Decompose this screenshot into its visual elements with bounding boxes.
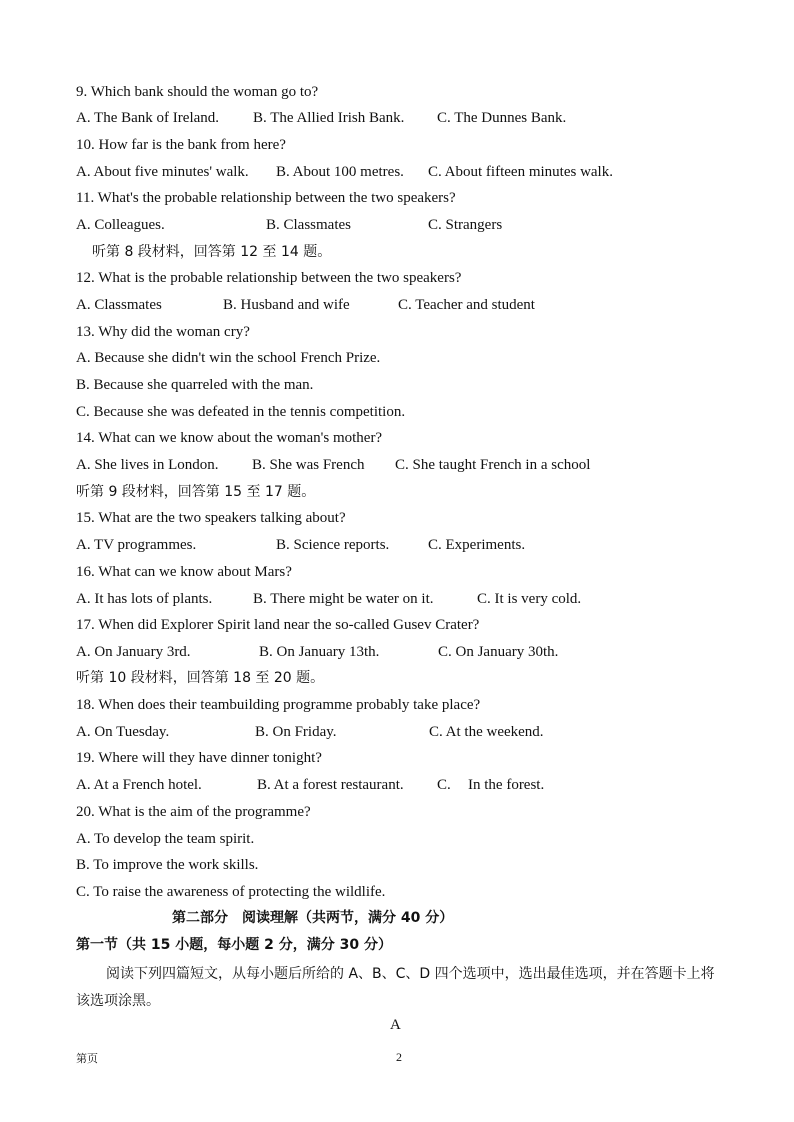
option-a: A. She lives in London. — [76, 457, 219, 473]
passage-label: A — [390, 1017, 401, 1033]
option-b: B. The Allied Irish Bank. — [253, 110, 405, 126]
option-a: A. To develop the team spirit. — [76, 831, 255, 847]
question-19: 19. Where will they have dinner tonight? — [76, 750, 322, 766]
options-16 — [76, 589, 716, 609]
option-b: B. To improve the work skills. — [76, 857, 259, 873]
question-15: 15. What are the two speakers talking about? — [76, 510, 346, 526]
section-one-title: 第一节（共 15 小题，每小题 2 分，满分 30 分） — [76, 937, 392, 953]
section-note-9: 听第 9 段材料，回答第 15 至 17 题。 — [76, 484, 316, 500]
option-b: B. There might be water on it. — [253, 591, 434, 607]
option-c: C. Experiments. — [428, 537, 526, 553]
option-c-text: In the forest. — [468, 777, 545, 793]
question-10: 10. How far is the bank from here? — [76, 137, 286, 153]
section-note-10: 听第 10 段材料，回答第 18 至 20 题。 — [76, 670, 325, 686]
question-9: 9. Which bank should the woman go to? — [76, 84, 319, 100]
options-12 — [76, 295, 716, 315]
question-17: 17. When did Explorer Spirit land near the so-called Gusev Crater? — [76, 617, 480, 633]
option-a: A. On Tuesday. — [76, 724, 170, 740]
option-c: C. To raise the awareness of protecting the wildlife. — [76, 884, 386, 900]
option-a: A. It has lots of plants. — [76, 591, 213, 607]
question-18: 18. When does their teambuilding programme probably take place? — [76, 697, 481, 713]
option-c: C. Because she was defeated in the tennis competition. — [76, 404, 406, 420]
option-a: A. Because she didn't win the school French Prize. — [76, 350, 381, 366]
option-c: C. It is very cold. — [477, 591, 582, 607]
option-b: B. At a forest restaurant. — [257, 777, 404, 793]
question-13: 13. Why did the woman cry? — [76, 324, 250, 340]
option-b: B. Because she quarreled with the man. — [76, 377, 314, 393]
option-c-letter: C. — [437, 777, 451, 793]
options-18 — [76, 722, 716, 742]
option-c: C. About fifteen minutes walk. — [428, 164, 613, 180]
question-11: 11. What's the probable relationship between the two speakers? — [76, 190, 456, 206]
question-20: 20. What is the aim of the programme? — [76, 804, 311, 820]
options-9 — [76, 108, 716, 128]
option-a: A. About five minutes' walk. — [76, 164, 249, 180]
option-b: B. Science reports. — [276, 537, 390, 553]
option-a: A. Colleagues. — [76, 217, 165, 233]
option-c: C. The Dunnes Bank. — [437, 110, 567, 126]
option-c: C. On January 30th. — [438, 644, 559, 660]
option-c: C. She taught French in a school — [395, 457, 591, 473]
option-a: A. The Bank of Ireland. — [76, 110, 220, 126]
options-15 — [76, 535, 716, 555]
option-a: A. Classmates — [76, 297, 162, 313]
question-16: 16. What can we know about Mars? — [76, 564, 292, 580]
option-a: A. On January 3rd. — [76, 644, 191, 660]
options-14 — [76, 455, 716, 475]
option-b: B. On Friday. — [255, 724, 337, 740]
option-b: B. She was French — [252, 457, 365, 473]
option-b: B. About 100 metres. — [276, 164, 404, 180]
section-note-8: 听第 8 段材料，回答第 12 至 14 题。 — [92, 244, 332, 260]
option-c: C. Teacher and student — [398, 297, 535, 313]
question-14: 14. What can we know about the woman's mother? — [76, 430, 383, 446]
instruction-paragraph: 阅读下列四篇短文，从每小题后所给的 A、B、C、D 四个选项中，选出最佳选项，并在答题卡上将该选项涂黑。 — [76, 966, 715, 1009]
question-12: 12. What is the probable relationship between the two speakers? — [76, 270, 462, 286]
option-c: C. Strangers — [428, 217, 503, 233]
option-a: A. At a French hotel. — [76, 777, 202, 793]
options-11 — [76, 215, 716, 235]
option-b: B. Classmates — [266, 217, 351, 233]
option-c: C. At the weekend. — [429, 724, 544, 740]
option-a: A. TV programmes. — [76, 537, 197, 553]
options-10 — [76, 162, 716, 182]
part-two-title: 第二部分 阅读理解（共两节，满分 40 分） — [172, 910, 454, 926]
footer-page-label: 第页 — [76, 1052, 98, 1065]
page-number: 2 — [396, 1050, 402, 1064]
option-b: B. Husband and wife — [223, 297, 350, 313]
option-b: B. On January 13th. — [259, 644, 380, 660]
options-19 — [76, 775, 716, 795]
options-17 — [76, 642, 716, 662]
